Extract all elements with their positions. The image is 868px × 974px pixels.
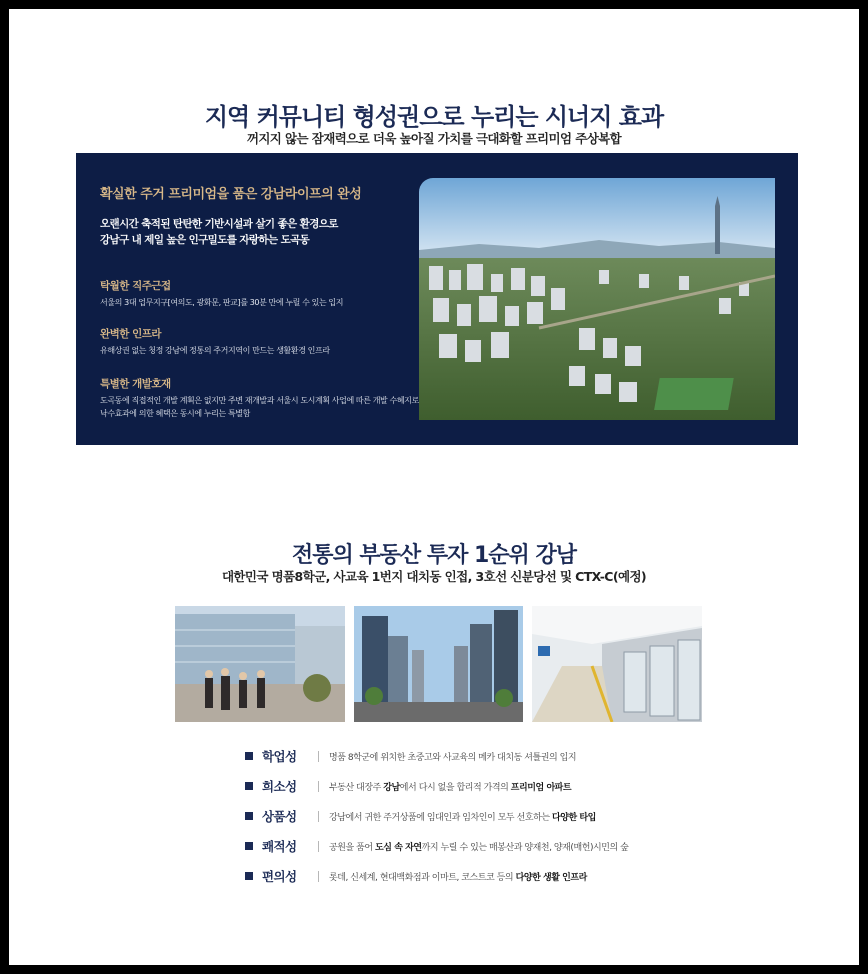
square-bullet-icon [245, 752, 253, 760]
item-key: 편의성 [262, 869, 297, 884]
item-desc: 강남에서 귀한 주거상품에 임대인과 임차인이 모두 선호하는 다양한 타입 [329, 812, 596, 823]
list-item [245, 741, 725, 771]
gangnam-street-photo [354, 606, 523, 722]
square-bullet-icon [245, 812, 253, 820]
item-desc: 명품 8학군에 위치한 초중고와 사교육의 메카 대치동 셔틀권의 입지 [329, 752, 577, 763]
list-item [245, 831, 725, 861]
feature-title: 탁월한 직주근접 [100, 280, 171, 292]
item-key: 희소성 [262, 779, 297, 794]
divider [318, 871, 319, 882]
item-desc: 공원을 품어 도심 속 자연까지 누릴 수 있는 매봉산과 양재천, 양재(매헌)시민의 숲 [329, 842, 629, 853]
item-key: 상품성 [262, 809, 297, 824]
item-desc: 롯데, 신세계, 현대백화점과 이마트, 코스트코 등의 다양한 생활 인프라 [329, 872, 587, 883]
feature-infra [100, 326, 420, 357]
square-bullet-icon [245, 842, 253, 850]
divider [318, 781, 319, 792]
feature-title: 완벽한 인프라 [100, 328, 162, 340]
page-frame [9, 9, 859, 965]
gangnam-benefits-list [245, 741, 725, 891]
divider [318, 841, 319, 852]
item-desc: 부동산 대장주 강남에서 다시 없을 합리적 가격의 프리미엄 아파트 [329, 782, 572, 793]
section1-subtitle: 꺼지지 않는 잠재력으로 더욱 높아질 가치를 극대화할 프리미엄 주상복합 [246, 131, 622, 146]
feature-desc: 유해상권 없는 청정 강남에 정통의 주거지역이 만드는 생활환경 인프라 [100, 346, 330, 355]
section2-title: 전통의 부동산 투자 1순위 강남 [292, 543, 576, 568]
panel-heading: 확실한 주거 프리미엄을 품은 강남라이프의 완성 [100, 187, 362, 202]
list-item [245, 771, 725, 801]
subway-station-photo [532, 606, 702, 722]
item-key: 쾌적성 [262, 839, 297, 854]
section1-title: 지역 커뮤니티 형성권으로 누리는 시너지 효과 [204, 103, 664, 131]
feature-commute [100, 278, 420, 309]
list-item [245, 861, 725, 891]
school-photo [175, 606, 345, 722]
feature-development [100, 376, 420, 420]
city-aerial-photo [419, 178, 775, 420]
feature-desc: 서울의 3대 업무지구[여의도, 광화문, 판교]를 30분 만에 누릴 수 있는 입지 [100, 298, 344, 307]
panel-intro [100, 216, 420, 248]
square-bullet-icon [245, 782, 253, 790]
square-bullet-icon [245, 872, 253, 880]
intro-line-2: 강남구 내 제일 높은 인구밀도를 자랑하는 도곡동 [100, 234, 310, 246]
intro-line-1: 오랜시간 축적된 탄탄한 기반시설과 살기 좋은 환경으로 [100, 218, 338, 230]
feature-desc: 도곡동에 직접적인 개발 계획은 없지만 주변 재개발과 서울시 도시계획 사업에 따른 개발 수혜지로 낙수효과에 의한 혜택은 동시에 누리는 특별함 [100, 396, 419, 418]
item-key: 학업성 [262, 749, 297, 764]
divider [318, 811, 319, 822]
divider [318, 751, 319, 762]
premium-panel [76, 153, 798, 445]
section2-subtitle: 대한민국 명품8학군, 사교육 1번지 대치동 인접, 3호선 신분당선 및 CTX-C(예정) [221, 569, 647, 584]
feature-title: 특별한 개발호재 [100, 378, 171, 390]
list-item [245, 801, 725, 831]
